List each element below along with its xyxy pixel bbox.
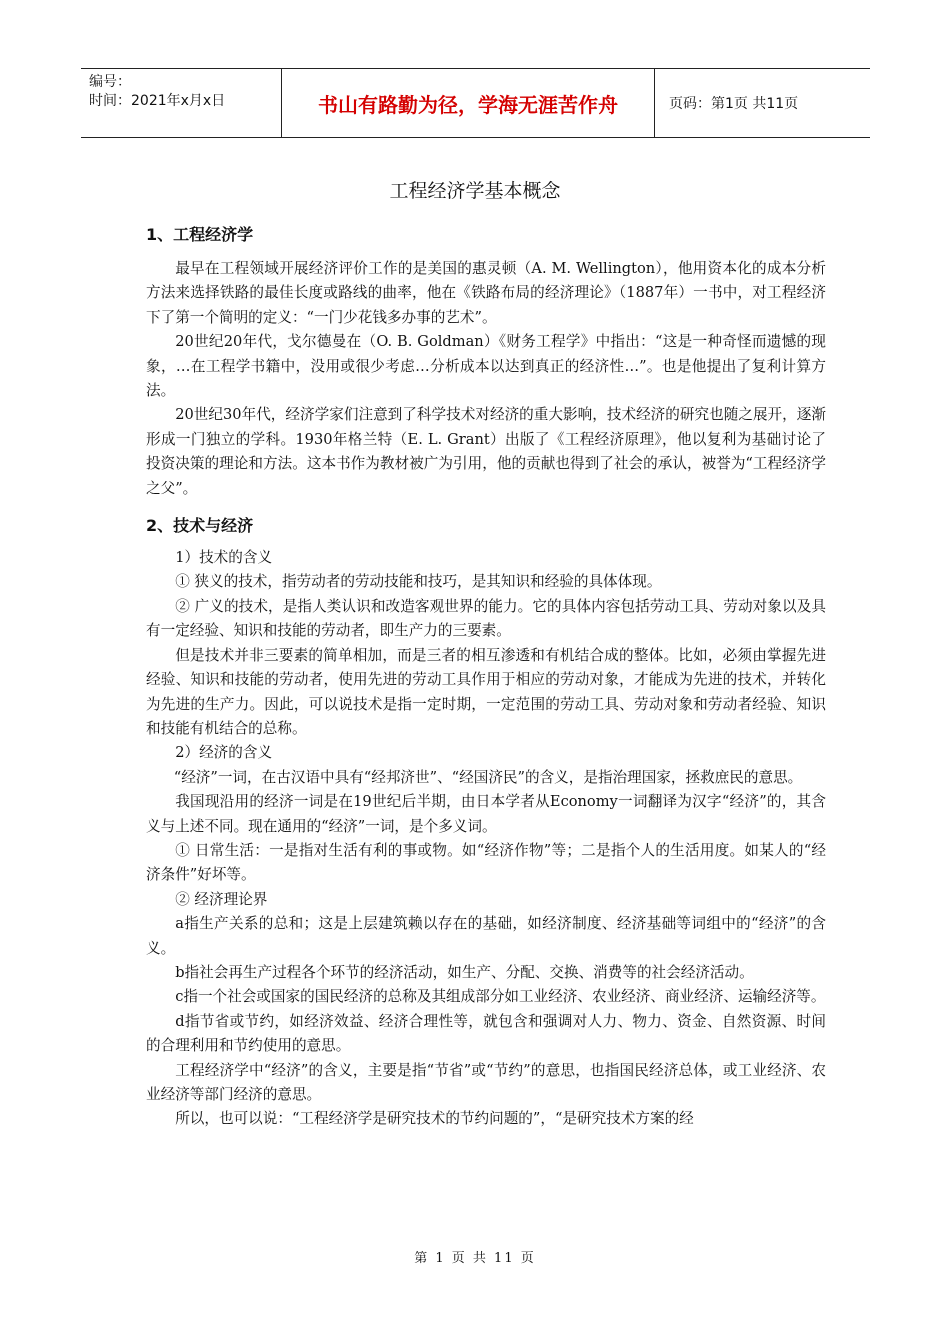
list-item: b指社会再生产过程各个环节的经济活动，如生产、分配、交换、消费等的社会经济活动。 bbox=[175, 963, 754, 981]
document-number-label: 编号： bbox=[89, 74, 131, 90]
paragraph: 20世纪20年代，戈尔德曼在（O. B. Goldman）《财务工程学》中指出：“这是一种奇怪而遗憾的现象，…在工程学书籍中，没用或很少考虑…分析成本以达到真正的经济性…”。也是他提出了复利计算方法。 bbox=[146, 333, 826, 400]
document-body bbox=[146, 222, 826, 1132]
list-item: ② 广义的技术，是指人类认识和改造客观世界的能力。它的具体内容包括劳动工具、劳动对象以及具有一定经验、知识和技能的劳动者，即生产力的三要素。 bbox=[146, 597, 826, 640]
section-heading: 1、工程经济学 bbox=[146, 225, 254, 244]
header-motto-cell bbox=[281, 69, 655, 137]
list-item: d指节省或节约，如经济效益、经济合理性等，就包含和强调对人力、物力、资金、自然资源、时间的合理利用和节约使用的意思。 bbox=[146, 1012, 826, 1055]
header-meta-cell bbox=[81, 69, 281, 137]
paragraph: 最早在工程领域开展经济评价工作的是美国的惠灵顿（A. M. Wellington），他用资本化的成本分析方法来选择铁路的最佳长度或路线的曲率，他在《铁路布局的经济理论》（1887年）一书中，对工程经济下了第一个简明的定义：“一门少花钱多办事的艺术”。 bbox=[146, 260, 826, 326]
list-item: a指生产关系的总和；这是上层建筑赖以存在的基础，如经济制度、经济基础等词组中的“经济”的含义。 bbox=[146, 915, 826, 957]
list-item: ① 日常生活：一是指对生活有利的事或物。如“经济作物”等；二是指个人的生活用度。如某人的“经济条件”好坏等。 bbox=[146, 841, 826, 884]
subheading: 1）技术的含义 bbox=[175, 549, 273, 567]
paragraph: 所以，也可以说：“工程经济学是研究技术的节约问题的”，“是研究技术方案的经 bbox=[175, 1110, 694, 1128]
subheading: 2）经济的含义 bbox=[175, 744, 273, 762]
document-date: 时间：2021年x月x日 bbox=[89, 93, 226, 109]
list-item: ① 狭义的技术，指劳动者的劳动技能和技巧，是其知识和经验的具体体现。 bbox=[175, 573, 662, 591]
paragraph: 但是技术并非三要素的简单相加，而是三者的相互渗透和有机结合成的整体。比如，必须由掌握先进经验、知识和技能的劳动者，使用先进的劳动工具作用于相应的劳动对象，才能成为先进的技术，并转化为先进的生产力。因此，可以说技术是指一定时期，一定范围的劳动工具、劳动对象和劳动者经验、知识和技能有机结合的总称。 bbox=[146, 646, 826, 737]
paragraph: 20世纪30年代，经济学家们注意到了科学技术对经济的重大影响，技术经济的研究也随之展开，逐渐形成一门独立的学科。1930年格兰特（E. L. Grant）出版了《工程经济原理》，他以复利为基础讨论了投资决策的理论和方法。这本书作为教材被广为引用，他的贡献也得到了社会的承认，被誉为“工程经济学之父”。 bbox=[146, 406, 826, 497]
header-motto: 书山有路勤为径，学海无涯苦作舟 bbox=[318, 92, 618, 117]
list-item: ② 经济理论界 bbox=[175, 890, 268, 908]
document-title: 工程经济学基本概念 bbox=[389, 180, 561, 202]
paragraph: 我国现沿用的经济一词是在19世纪后半期，由日本学者从Economy一词翻译为汉字“经济”的，其含义与上述不同。现在通用的“经济”一词，是个多义词。 bbox=[146, 793, 826, 835]
header-table bbox=[81, 68, 870, 138]
paragraph: “经济”一词，在古汉语中具有“经邦济世”、“经国济民”的含义，是指治理国家，拯救庶民的意思。 bbox=[173, 768, 803, 786]
list-item: c指一个社会或国家的国民经济的总称及其组成部分如工业经济、农业经济、商业经济、运输经济等。 bbox=[175, 988, 826, 1006]
section-heading: 2、技术与经济 bbox=[146, 516, 254, 536]
paragraph: 工程经济学中“经济”的含义，主要是指“节省”或“节约”的意思，也指国民经济总体，或工业经济、农业经济等部门经济的意思。 bbox=[146, 1061, 826, 1103]
header-page-cell bbox=[655, 69, 870, 137]
header-page-info: 页码：第1页 共11页 bbox=[669, 96, 799, 112]
page-footer: 第 1 页 共 11 页 bbox=[414, 1251, 536, 1266]
